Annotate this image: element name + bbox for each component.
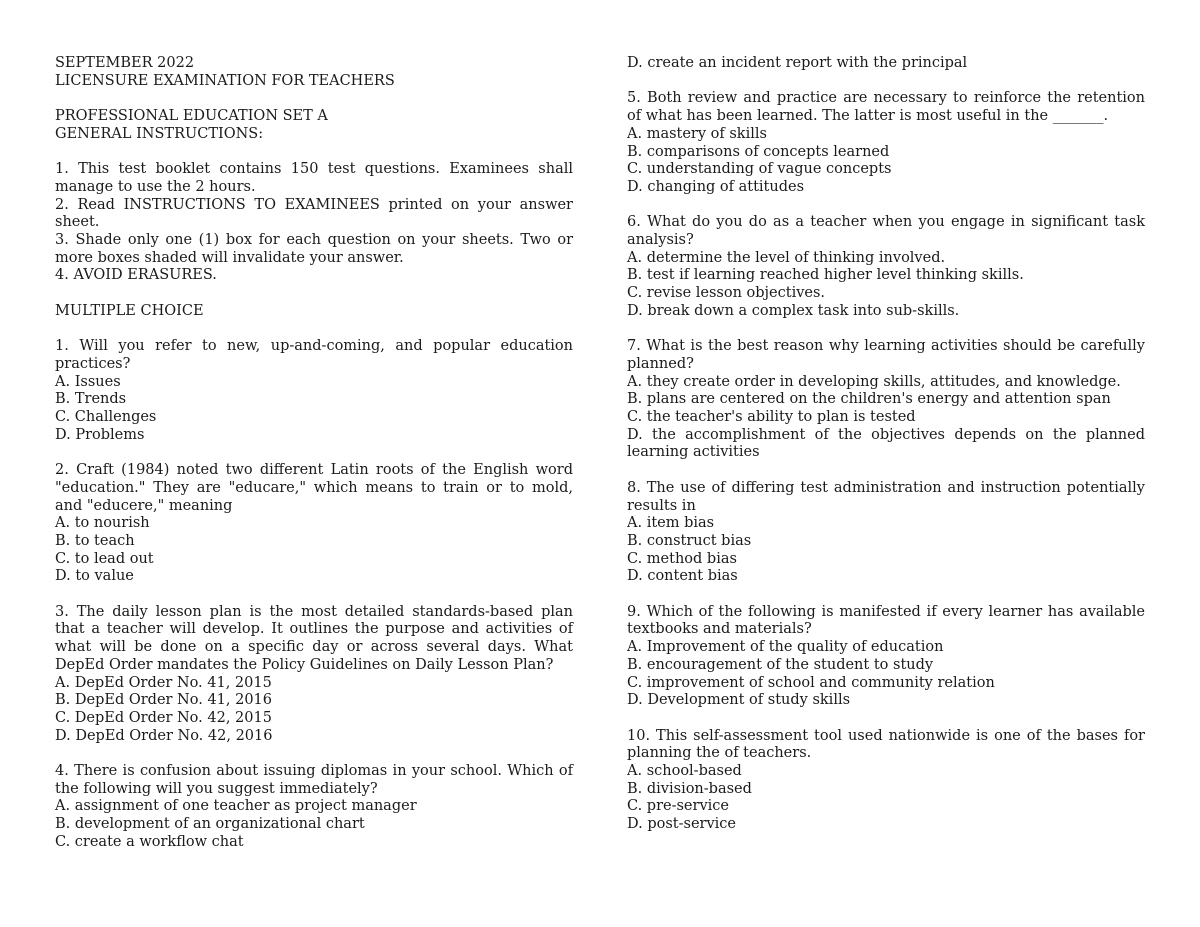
question-stem: 7. What is the best reason why learning activities should be carefully planned? [627, 338, 1145, 372]
question-stem: 9. Which of the following is manifested if every learner has available textbooks and materials? [627, 603, 1145, 638]
choice: B. comparisons of concepts learned [627, 143, 890, 160]
question-1 [55, 338, 573, 444]
instruction-item: 2. Read INSTRUCTIONS TO EXAMINEES printed on your answer sheet. [55, 196, 573, 231]
question-6 [627, 214, 1145, 320]
question-stem: 1. Will you refer to new, up-and-coming, and popular education practices? [55, 338, 573, 372]
exam-date: SEPTEMBER 2022 [55, 55, 195, 71]
choice: D. Development of study skills [627, 692, 851, 709]
question-9 [627, 604, 1145, 710]
choice: A. DepEd Order No. 41, 2015 [55, 674, 272, 691]
choice: D. content bias [627, 568, 738, 585]
question-stem: 5. Both review and practice are necessary to reinforce the retention of what has been learned. The latter is most useful in the _______. [627, 90, 1145, 125]
question-stem: 8. The use of differing test administration and instruction potentially results in [627, 479, 1145, 514]
choice: D. DepEd Order No. 42, 2016 [55, 727, 273, 744]
choice: C. the teacher's ability to plan is tested [627, 409, 916, 426]
choice: B. development of an organizational chart [55, 816, 365, 833]
instruction-item: 3. Shade only one (1) box for each question on your sheets. Two or more boxes shaded will invalidate your answer. [55, 232, 573, 266]
choice: A. to nourish [55, 515, 150, 532]
choice: A. mastery of skills [627, 125, 767, 142]
choice: C. pre-service [627, 798, 729, 815]
choice: C. DepEd Order No. 42, 2015 [55, 709, 272, 726]
choice: C. create a workflow chat [55, 833, 244, 850]
question-7 [627, 338, 1145, 462]
instructions-title: GENERAL INSTRUCTIONS: [55, 125, 264, 142]
left-column [55, 55, 573, 852]
choice: B. DepEd Order No. 41, 2016 [55, 692, 273, 709]
choice: C. method bias [627, 550, 737, 567]
choice: D. post-service [627, 816, 736, 833]
choice: B. Trends [55, 391, 127, 408]
choice: B. test if learning reached higher level thinking skills. [627, 267, 1024, 284]
choice: D. changing of attitudes [627, 178, 805, 195]
section-title: MULTIPLE CHOICE [55, 302, 204, 319]
question-3 [55, 604, 573, 746]
choice: C. understanding of vague concepts [627, 161, 892, 178]
choice: B. to teach [55, 532, 135, 549]
question-stem: 6. What do you do as a teacher when you engage in significant task analysis? [627, 214, 1145, 248]
choice: B. construct bias [627, 532, 752, 549]
choice: B. encouragement of the student to study [627, 656, 934, 673]
question-stem: 10. This self-assessment tool used nationwide is one of the bases for planning the of teachers. [627, 727, 1145, 762]
choice: D. create an incident report with the principal [627, 55, 968, 71]
choice: A. assignment of one teacher as project manager [55, 798, 417, 815]
instruction-item: 1. This test booklet contains 150 test questions. Examinees shall manage to use the 2 hours. [55, 161, 573, 195]
choice: A. they create order in developing skills, attitudes, and knowledge. [627, 373, 1121, 390]
question-8 [627, 480, 1145, 586]
question-10 [627, 728, 1145, 834]
choice: A. Improvement of the quality of education [627, 639, 944, 656]
choice: D. break down a complex task into sub-skills. [627, 302, 960, 319]
question-4 [55, 763, 573, 852]
choice: C. to lead out [55, 550, 154, 567]
question-5 [627, 90, 1145, 196]
question-stem: 4. There is confusion about issuing diplomas in your school. Which of the following will you suggest immediately? [55, 763, 573, 797]
choice: C. improvement of school and community relation [627, 674, 995, 691]
choice: A. school-based [627, 763, 742, 780]
choice: B. plans are centered on the children's energy and attention span [627, 391, 1111, 408]
instructions-list [55, 161, 573, 285]
right-column [627, 55, 1145, 834]
choice: A. Issues [55, 373, 121, 390]
choice: C. revise lesson objectives. [627, 285, 826, 302]
choice: A. item bias [627, 515, 715, 532]
choice: D. Problems [55, 426, 145, 443]
exam-title: LICENSURE EXAMINATION FOR TEACHERS [55, 72, 395, 89]
question-stem: 3. The daily lesson plan is the most detailed standards-based plan that a teacher will develop. It outlines the purpose and activities of what will be done on a specific day or across several days. What DepEd Order mandates the Policy Guidelines on Daily Lesson Plan? [55, 603, 573, 673]
exam-set: PROFESSIONAL EDUCATION SET A [55, 108, 328, 125]
instruction-item: 4. AVOID ERASURES. [55, 267, 217, 284]
choice: C. Challenges [55, 409, 157, 425]
choice: B. division-based [627, 780, 752, 797]
choice: D. the accomplishment of the objectives depends on the planned learning activities [627, 426, 1145, 461]
question-2 [55, 462, 573, 586]
choice: D. to value [55, 568, 134, 585]
choice: A. determine the level of thinking involved. [627, 249, 946, 266]
question-stem: 2. Craft (1984) noted two different Latin roots of the English word "education." They are "educare," which means to train or to mold, and "educere," meaning [55, 462, 573, 514]
